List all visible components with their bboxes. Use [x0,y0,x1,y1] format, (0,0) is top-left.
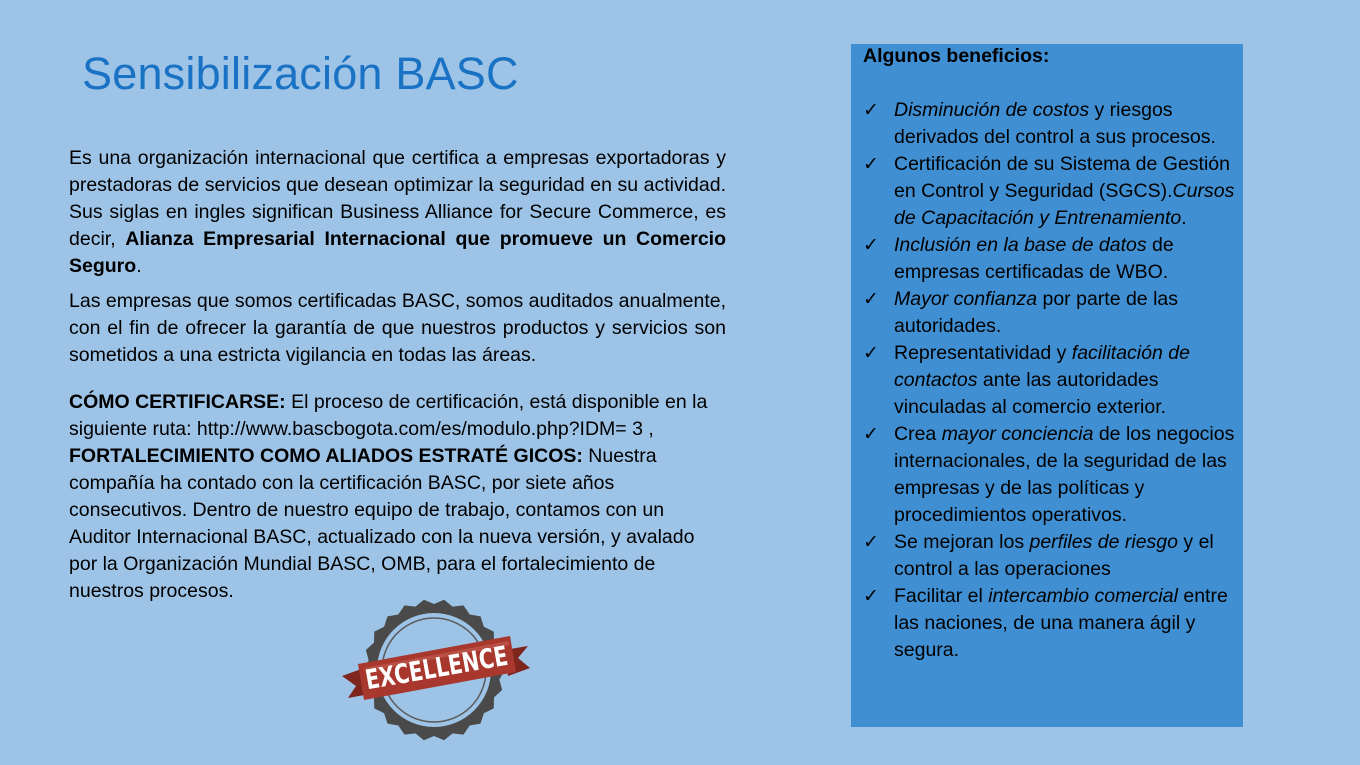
benefit-emphasis: mayor conciencia [941,423,1094,445]
intro-section [69,145,726,605]
benefit-segment: Se mejoran los [894,531,1030,553]
excellence-seal-icon [338,598,556,742]
benefit-segment: Representatividad y [894,342,1072,364]
benefit-text [894,151,1243,232]
benefit-text [894,529,1243,583]
certification-paragraph [69,389,726,605]
check-icon: ✓ [863,532,879,553]
benefit-emphasis: Mayor confianza [894,288,1038,310]
benefit-text [894,340,1243,421]
benefit-segment: y riesgos derivados del control a sus procesos. [894,99,1216,148]
benefit-segment: Crea [894,423,942,445]
benefit-emphasis: intercambio comercial [988,585,1178,607]
benefits-title: Algunos beneficios: [863,45,1050,67]
benefit-segment: y el control a las operaciones [894,531,1214,580]
benefit-text [894,286,1243,340]
benefit-item [863,340,1243,421]
certification-text: El proceso de certificación, está disponible en la siguiente ruta: http://www.bascbogota.com/es/modulo.php?IDM= 3 , [69,391,708,440]
alliance-text: Nuestra compañía ha contado con la certificación BASC, por siete años consecutivos. Dentro de nuestro equipo de trabajo, contamos con un Auditor Internacional BASC, actualizado con la nueva versión, y avalado por la Organización Mundial BASC, OMB, para el fortalecimiento de nuestros procesos. [69,445,695,602]
benefit-item [863,421,1243,529]
benefits-panel [851,44,1243,727]
benefit-segment: entre las naciones, de una manera ágil y segura. [894,585,1228,661]
benefit-text [894,97,1243,151]
benefit-segment: por parte de las autoridades. [894,288,1178,337]
benefit-emphasis: Disminución de costos [894,99,1090,121]
check-icon: ✓ [863,586,879,607]
slide-title: Sensibilización BASC [82,48,519,99]
benefit-text [894,232,1243,286]
benefit-emphasis: perfiles de riesgo [1029,531,1178,553]
intro-paragraph-1 [69,145,726,280]
alliance-heading: FORTALECIMIENTO COMO ALIADOS ESTRATÉ GICOS: [69,445,583,467]
check-icon: ✓ [863,424,879,445]
benefit-emphasis: Cursos de Capacitación y Entrenamiento [894,180,1235,229]
benefit-text [894,421,1243,529]
benefit-segment: Certificación de su Sistema de Gestión en Control y Seguridad (SGCS). [894,153,1230,202]
benefit-item [863,529,1243,583]
benefit-item [863,232,1243,286]
check-icon: ✓ [863,289,879,310]
benefit-segment: ante las autoridades vinculadas al comercio exterior. [894,369,1167,418]
check-icon: ✓ [863,100,879,121]
benefit-segment: de empresas certificadas de WBO. [894,234,1174,283]
check-icon: ✓ [863,235,879,256]
benefit-segment: de los negocios internacionales, de la seguridad de las empresas y de las políticas y procedimientos operativos. [894,423,1235,526]
benefit-item [863,97,1243,151]
benefit-segment: . [1181,207,1187,229]
certification-heading: CÓMO CERTIFICARSE: [69,391,286,413]
check-icon: ✓ [863,154,879,175]
badge-text: EXCELLENCE [363,632,556,697]
benefit-text [894,583,1243,664]
intro-paragraph-2: Las empresas que somos certificadas BASC, somos auditados anualmente, con el fin de ofrecer la garantía de que nuestros productos y servicios son sometidos a una estricta vigilancia en todas las áreas. [69,290,726,366]
benefit-emphasis: Inclusión en la base de datos [894,234,1147,256]
intro-end: . [136,255,142,277]
benefit-item [863,583,1243,664]
benefit-emphasis: facilitación de contactos [894,342,1190,391]
intro-text: Es una organización internacional que certifica a empresas exportadoras y prestadoras de servicios que desean optimizar la seguridad en su actividad. Sus siglas en ingles significan Business Alliance for Secure Commerce, es decir, [69,147,726,250]
benefit-segment: Facilitar el [894,585,989,607]
benefits-list [863,97,1243,664]
benefit-item [863,286,1243,340]
check-icon: ✓ [863,343,879,364]
benefit-item [863,151,1243,232]
intro-bold-text: Alianza Empresarial Internacional que promueve un Comercio Seguro [69,228,726,277]
